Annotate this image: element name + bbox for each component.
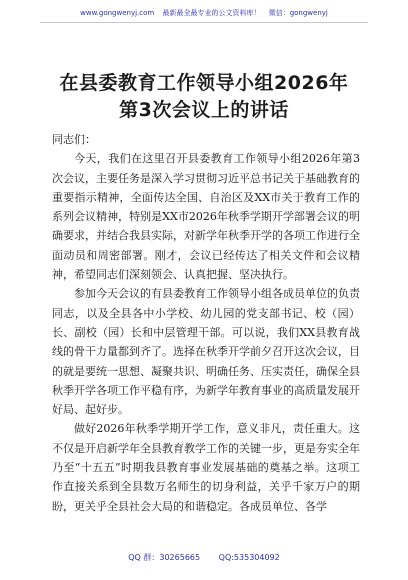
paragraph-3: 做好2026年秋季学期开学工作，意义非凡，责任重大。这不仅是开启新学年全县教育教学工作的关键一步，更是夯实全年乃至“十五五”时期我县教育事业发展基础的奠基之举。这项工作直接关系到全县数万名师生的切身利益，关乎千家万户的期盼，更关乎全县社会大局的和谐稳定。各成员单位、各学 [52, 422, 360, 513]
site-footer [40, 552, 368, 564]
document-body [52, 130, 360, 516]
qq-contact: QQ:535304092 [218, 553, 280, 562]
paragraph-2: 参加今天会议的有县委教育工作领导小组各成员单位的负责同志，以及全县各中小学校、幼儿园的党支部书记、校（园）长、副校（园）长和中层管理干部。可以说，我们XX县教育战线的骨干力量都到齐了。选择在秋季开学前夕召开这次会议，目的就是要统一思想、凝聚共识、明确任务、压实责任，确保全县秋季开学各项工作平稳有序，为新学年教育事业的高质量发展开好局、起好步。 [52, 287, 360, 417]
paragraph-1: 今天，我们在这里召开县委教育工作领导小组2026年第3次会议，主要任务是深入学习贯彻习近平总书记关于基础教育的重要指示精神，全面传达全国、自治区及XX市关于教育工作的系列会议精神，特别是XX市2026年秋季学期开学部署会议的明确要求，并结合我县实际，对新学年秋季开学的各项工作进行全面动员和周密部署。刚才，会议已经传达了相关文件和会议精神，希望同志们深刻领会、认真把握、坚决执行。 [52, 152, 360, 282]
site-header [40, 8, 368, 18]
header-divider [40, 22, 368, 23]
wechat-id: 微信：gongwenyj [268, 9, 328, 17]
site-slogan: 最新最全最专业的公文资料库！ [162, 9, 261, 17]
site-url-link[interactable]: www.gongwenyj.com [80, 9, 155, 17]
document-title: 在县委教育工作领导小组2026年第3次会议上的讲话 [59, 72, 349, 121]
qq-group: QQ 群：30265665 [128, 553, 201, 562]
salutation: 同志们： [52, 133, 96, 146]
